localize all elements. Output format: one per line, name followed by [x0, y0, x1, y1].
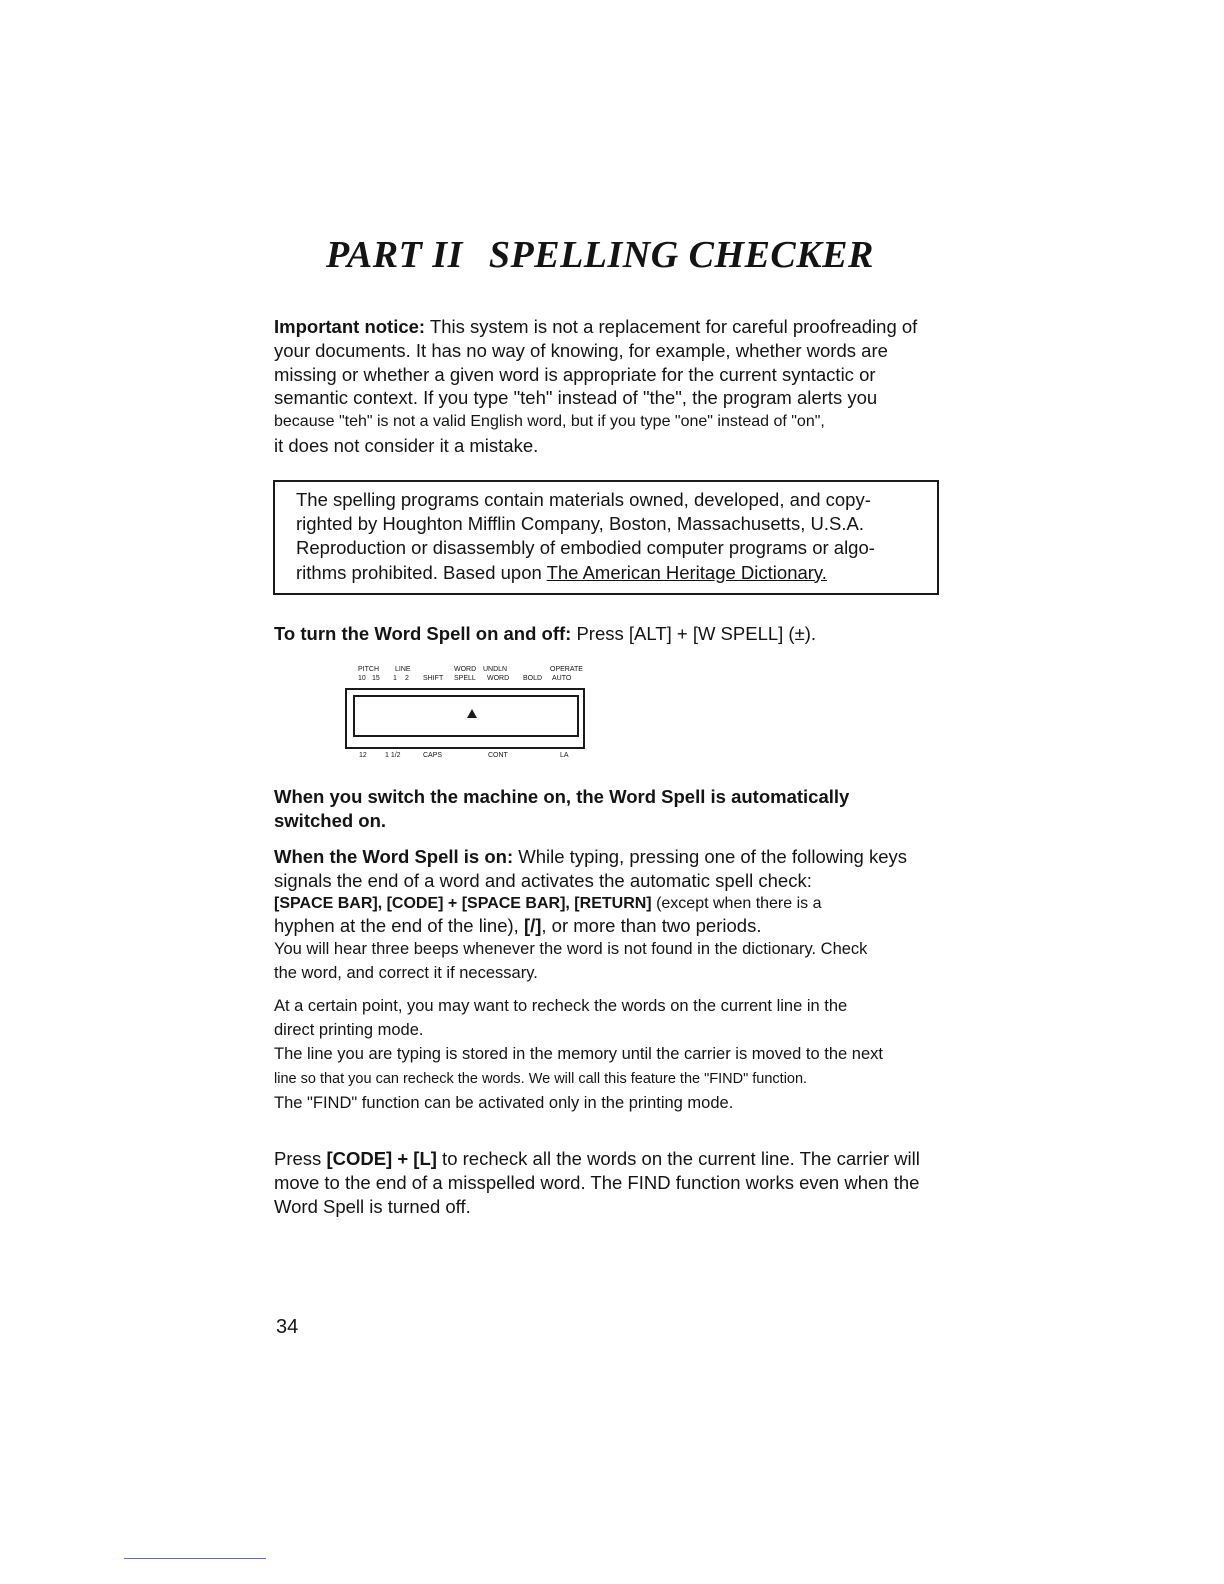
operation-panel-diagram — [345, 664, 590, 764]
panel-label: CONT — [488, 752, 508, 759]
panel-label: 15 — [372, 675, 380, 682]
beep-line: the word, and correct it if necessary. — [274, 963, 538, 982]
notice-line: it does not consider it a mistake. — [274, 434, 539, 456]
notice-line: semantic context. If you type "teh" instead of "the", the program alerts you — [274, 387, 878, 409]
beep-line: You will hear three beeps whenever the word is not found in the dictionary. Check — [274, 939, 868, 958]
when-on-label: When the Word Spell is on: — [274, 846, 514, 867]
find-function-section — [274, 1147, 942, 1218]
find-line: Press — [274, 1148, 327, 1169]
chapter-name: SPELLING CHECKER — [488, 234, 874, 276]
page-title — [326, 233, 1026, 277]
notice-line: missing or whether a given word is appropriate for the current syntactic or — [274, 363, 876, 385]
copyright-line: rithms prohibited. Based upon — [296, 561, 547, 583]
notice-line: This system is not a replacement for careful proofreading of — [429, 316, 918, 337]
turn-on-off-label: To turn the Word Spell on and off: — [274, 623, 572, 644]
panel-label: 2 — [405, 675, 409, 682]
panel-label: 1 1/2 — [385, 752, 401, 759]
display-screen — [353, 695, 579, 737]
panel-label: AUTO — [552, 675, 572, 682]
panel-label: 12 — [359, 752, 367, 759]
footer-rule — [124, 1558, 266, 1559]
notice-line: your documents. It has no way of knowing, for example, whether words are — [274, 339, 888, 361]
page-number: 34 — [276, 1316, 299, 1338]
turn-on-off-text: Press [ALT] + [W SPELL] (±). — [576, 623, 817, 644]
panel-label: LA — [560, 752, 569, 759]
find-line: Word Spell is turned off. — [274, 1195, 471, 1217]
find-line: move to the end of a misspelled word. The FIND function works even when the — [274, 1171, 920, 1193]
recheck-line: line so that you can recheck the words. We will call this feature the "FIND" function. — [274, 1070, 808, 1087]
turn-on-off-instruction — [274, 622, 942, 646]
part-label: PART II — [326, 234, 463, 276]
find-line: to recheck all the words on the current line. The carrier will — [436, 1148, 920, 1169]
panel-label: SPELL — [454, 675, 476, 682]
panel-label: 10 — [358, 675, 366, 682]
auto-on-line: switched on. — [274, 809, 387, 831]
panel-label: 1 — [393, 675, 397, 682]
panel-label: LINE — [395, 666, 411, 673]
auto-on-line: When you switch the machine on, the Word Spell is automatically — [274, 786, 850, 807]
panel-label: BOLD — [523, 675, 543, 682]
recheck-line: The "FIND" function can be activated only in the printing mode. — [274, 1093, 734, 1112]
display-window — [345, 688, 585, 749]
dictionary-title: The American Heritage Dictionary. — [546, 561, 827, 583]
terminator-keys: [SPACE BAR], [CODE] + [SPACE BAR], [RETURN] — [274, 894, 652, 912]
when-on-line: While typing, pressing one of the following keys — [518, 846, 907, 867]
recheck-section — [274, 994, 942, 1115]
panel-label: UNDLN — [483, 666, 508, 673]
copyright-line: righted by Houghton Mifflin Company, Boston, Massachusetts, U.S.A. — [296, 513, 864, 535]
when-on-section — [274, 845, 942, 985]
recheck-line: direct printing mode. — [274, 1021, 424, 1040]
auto-on-statement — [274, 785, 942, 833]
panel-label: SHIFT — [423, 675, 444, 682]
notice-label: Important notice: — [274, 316, 426, 337]
copyright-line: Reproduction or disassembly of embodied computer programs or algo- — [296, 537, 875, 559]
when-on-line: hyphen at the end of the line), — [274, 914, 519, 936]
notice-line: because "teh" is not a valid English word, but if you type "one" instead of "on", — [274, 413, 825, 431]
when-on-line: , or more than two periods. — [541, 914, 762, 936]
copyright-notice-box — [273, 480, 939, 595]
slash-key: [/] — [523, 914, 542, 936]
panel-label: PITCH — [358, 666, 379, 673]
when-on-line: signals the end of a word and activates the automatic spell check: — [274, 869, 812, 891]
copyright-text — [296, 488, 916, 585]
recheck-line: The line you are typing is stored in the memory until the carrier is moved to the next — [274, 1045, 883, 1064]
find-keys: [CODE] + [L] — [326, 1148, 437, 1169]
panel-label: WORD — [487, 675, 510, 682]
when-on-line: (except when there is a — [656, 894, 822, 912]
panel-label: CAPS — [423, 752, 443, 759]
important-notice — [274, 315, 942, 458]
recheck-line: At a certain point, you may want to recheck the words on the current line in the — [274, 997, 848, 1015]
copyright-line: The spelling programs contain materials owned, developed, and copy- — [296, 489, 871, 510]
word-spell-indicator-icon — [467, 709, 477, 718]
panel-label: OPERATE — [550, 666, 583, 673]
panel-label: WORD — [454, 666, 477, 673]
